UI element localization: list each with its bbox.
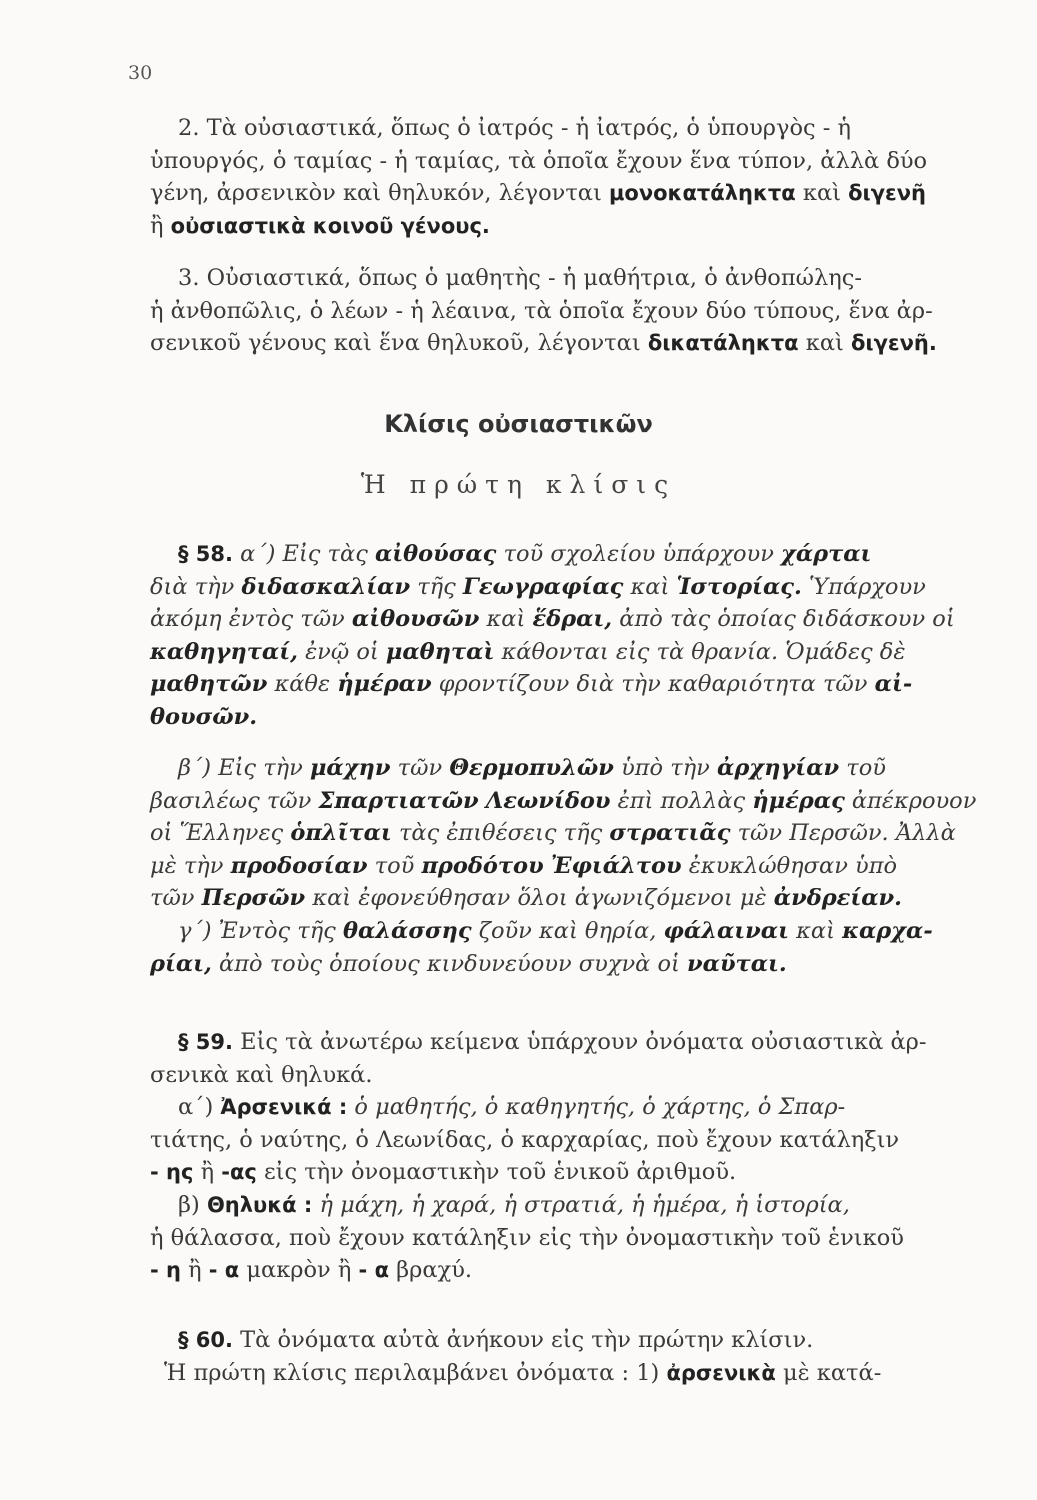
text-line [150, 1026, 950, 1059]
bold-term: ἡμέρας [752, 787, 845, 814]
paragraph-section-3 [150, 262, 950, 360]
bold-term: - η [150, 1258, 181, 1283]
text-span: καὶ [796, 918, 835, 944]
text-line [150, 948, 950, 981]
text-line [150, 1189, 950, 1222]
section-subheading: Ἡ πρώτη κλίσις [360, 470, 677, 499]
text-span: ἀκόμη ἐντὸς τῶν [150, 606, 345, 633]
bold-term: Ἐφιάλτου [550, 852, 682, 879]
bold-term: Περσῶν [201, 885, 306, 912]
section-number: § 59. [178, 1030, 234, 1054]
bold-term: καθηγηταί, [150, 638, 298, 665]
text-span: ἐπὶ πολλὰς [617, 787, 746, 814]
text-span: τοῦ [374, 852, 415, 879]
bold-term: φάλαιναι [663, 918, 789, 944]
text-line: ὑπουργός, ὁ ταμίας - ἡ ταμίας, τὰ ὁποῖα ἔχουν ἕνα τύπον, ἀλλὰ δύο [150, 147, 928, 174]
bold-term: Ἱστορίας. [676, 573, 802, 600]
text-span: τοῦ σχολείου ὑπάρχουν [503, 541, 774, 567]
bold-term: μάχην [309, 755, 391, 781]
text-line [150, 817, 956, 850]
text-span: καὶ ἐφονεύθησαν ὅλοι ἀγωνιζόμενοι μὲ [312, 885, 767, 912]
text-span: ζοῦν καὶ θηρία, [478, 918, 657, 944]
text-span: βασιλέως τῶν [150, 787, 312, 814]
text-span: ἢ [200, 1159, 215, 1186]
text-line [150, 327, 950, 360]
text-span: ὑπὸ τὴν [621, 755, 710, 781]
text-line [150, 1357, 950, 1390]
bold-term: - ης [150, 1160, 194, 1185]
text-span: μακρὸν [246, 1257, 331, 1284]
paragraph-59 [150, 1026, 950, 1287]
text-span: ἡ μάχη, ἡ χαρά, ἡ στρατιά, ἡ ἡμέρα, ἡ ἱστορία, [319, 1191, 850, 1218]
bold-term: Σπαρτιατῶν [318, 787, 479, 814]
text-span: β΄) Εἰς τὴν [178, 755, 303, 781]
bold-term: ἀνδρείαν. [773, 885, 903, 912]
text-line [150, 1324, 950, 1357]
text-span: α΄) [178, 1094, 214, 1121]
bold-term: θουσῶν. [150, 703, 258, 730]
text-line: σενικὰ καὶ θηλυκά. [150, 1061, 373, 1088]
text-span: Ὑπάρχουν [808, 573, 926, 600]
text-span: ὁ μαθητής, ὁ καθηγητής, ὁ χάρτης, ὁ Σπαρ- [354, 1094, 846, 1121]
bold-term: διδασκαλίαν [241, 573, 411, 600]
text-span: ἢ [337, 1257, 352, 1284]
text-span: καὶ [802, 180, 841, 207]
text-span: τοῦ [846, 755, 886, 781]
bold-term: μονοκατάληκτα [608, 181, 796, 206]
text-span: Εἰς τὰ ἀνωτέρω κείμενα ὑπάρχουν ὀνόματα οὐσιαστικὰ ἀρ- [240, 1029, 927, 1055]
text-line [150, 752, 950, 785]
bold-term: στρατιᾶς [609, 820, 731, 847]
text-span: γ΄) Ἐντὸς τῆς [178, 918, 336, 944]
bold-term: Ἀρσενικά : [220, 1095, 348, 1120]
text-span: α΄) Εἰς τὰς [240, 541, 368, 567]
text-span: Ἡ πρώτη κλίσις περιλαμβάνει ὀνόματα : 1) [164, 1359, 660, 1386]
bold-term: -ας [221, 1160, 257, 1185]
text-span: εἰς τὴν ὀνομαστικὴν τοῦ ἑνικοῦ ἀριθμοῦ. [263, 1159, 737, 1186]
bold-term: αἰθουσῶν [351, 606, 480, 633]
bold-term: οὐσιαστικὰ κοινοῦ γένους. [170, 213, 490, 238]
bold-term: αἰθούσας [374, 541, 497, 567]
paragraph-section-2 [150, 112, 950, 242]
text-span: ἀπέκρουον [851, 787, 977, 814]
bold-term: αἰ- [874, 671, 913, 698]
text-line [150, 785, 977, 818]
bold-term: προδοσίαν [230, 852, 368, 879]
paragraph-60 [150, 1324, 950, 1389]
bold-term: Λεωνίδου [485, 787, 611, 814]
text-line [150, 1254, 950, 1287]
section-heading: Κλίσις οὐσιαστικῶν [384, 410, 653, 438]
text-line [150, 1156, 950, 1189]
bold-term: Θερμοπυλῶν [449, 755, 614, 781]
text-span: μὲ κατά- [782, 1359, 882, 1386]
text-line [150, 571, 950, 604]
text-line: 2. Τὰ οὐσιαστικά, ὅπως ὁ ἰατρός - ἡ ἰατρός, ὁ ὑπουργὸς - ἡ [178, 115, 852, 141]
paragraph-58c [150, 915, 950, 980]
bold-term: προδότου [421, 852, 544, 879]
text-line [150, 603, 955, 636]
bold-term: Γεωγραφίας [462, 573, 624, 600]
text-span: ἐκυκλώθησαν ὑπὸ [688, 852, 898, 879]
bold-term: διγενῆ [848, 181, 926, 206]
bold-term: χάρται [781, 541, 872, 567]
text-span: γένη, ἀρσενικὸν καὶ θηλυκόν, λέγονται [150, 180, 602, 207]
bold-term: - α [208, 1258, 240, 1283]
text-span: ἢ [188, 1257, 202, 1284]
text-span: κάθονται εἰς τὰ θρανία. [501, 638, 779, 665]
text-span: Ὁμάδες δὲ [785, 638, 906, 665]
text-line [150, 177, 950, 210]
bold-term: ἀρχηγίαν [717, 755, 840, 781]
text-line: ἡ θάλασσα, ποὺ ἔχουν κατάληξιν εἰς τὴν ὀνομαστικὴν τοῦ ἑνικοῦ [150, 1224, 904, 1251]
bold-term: ἡμέραν [337, 671, 432, 698]
text-span: ἀπὸ τοὺς ὁποίους κινδυνεύουν συχνὰ οἱ [219, 950, 680, 977]
text-span: μὲ τὴν [150, 852, 224, 879]
bold-term: ἕδραι, [532, 606, 613, 633]
bold-term: καρχα- [842, 918, 933, 944]
text-span: Τὰ ὀνόματα αὐτὰ ἀνήκουν εἰς τὴν πρώτην κλίσιν. [240, 1327, 814, 1353]
bold-term: θαλάσσης [342, 918, 472, 944]
bold-term: μαθητῶν [150, 671, 268, 698]
bold-term: ναῦται. [687, 950, 787, 977]
text-span: τῆς [417, 573, 456, 600]
section-number: § 58. [178, 542, 234, 566]
text-span: διὰ τὴν [150, 573, 235, 600]
text-span: φροντίζουν διὰ τὴν καθαριότητα τῶν [438, 671, 868, 698]
text-span: τὰς ἐπιθέσεις τῆς [398, 820, 603, 847]
bold-term: δικατάληκτα [647, 331, 799, 356]
paragraph-58b [150, 752, 977, 915]
text-line [150, 538, 950, 571]
bold-term: ρίαι, [150, 950, 212, 977]
text-line [150, 882, 950, 915]
bold-term: ἀρσενικὰ [666, 1360, 776, 1385]
text-span: τῶν Περσῶν. Ἀλλὰ [737, 820, 956, 847]
text-span: τῶν [150, 885, 195, 912]
text-line [150, 915, 950, 948]
text-span: καὶ [805, 330, 844, 357]
bold-term: διγενῆ. [851, 331, 937, 356]
bold-term: Θηλυκά : [206, 1192, 313, 1217]
text-span: καὶ [486, 606, 526, 633]
text-line [150, 668, 950, 701]
text-span: τῶν [397, 755, 443, 781]
text-line [150, 701, 950, 734]
text-line: 3. Οὐσιαστικά, ὅπως ὁ μαθητὴς - ἡ μαθήτρια, ὁ ἀνθοπώλης- [178, 265, 862, 291]
text-span: οἱ Ἕλληνες [150, 820, 284, 847]
bold-term: ὁπλῖται [290, 820, 392, 847]
text-span: κάθε [274, 671, 331, 698]
text-line [150, 636, 950, 669]
bold-term: μαθηταὶ [385, 638, 495, 665]
text-span: ἢ [150, 212, 164, 239]
text-span: καὶ [630, 573, 670, 600]
text-line: ἡ ἀνθοπῶλις, ὁ λέων - ἡ λέαινα, τὰ ὁποῖα ἔχουν δύο τύπους, ἕνα ἀρ- [150, 297, 933, 324]
paragraph-58a [150, 538, 955, 734]
text-line [150, 210, 950, 243]
page-number: 30 [128, 62, 153, 84]
text-span: ἀπὸ τὰς ὁποίας διδάσκουν οἱ [619, 606, 955, 633]
text-line: τιάτης, ὁ ναύτης, ὁ Λεωνίδας, ὁ καρχαρίας, ποὺ ἔχουν κατάληξιν [150, 1126, 900, 1153]
text-span: ἐνῷ οἱ [305, 638, 379, 665]
text-span: σενικοῦ γένους καὶ ἕνα θηλυκοῦ, λέγονται [150, 330, 641, 357]
text-line [150, 1091, 950, 1124]
text-line [150, 850, 950, 883]
section-number: § 60. [178, 1328, 234, 1352]
bold-term: - α [358, 1258, 390, 1283]
text-span: βραχύ. [396, 1257, 473, 1284]
text-span: β) [178, 1191, 200, 1218]
